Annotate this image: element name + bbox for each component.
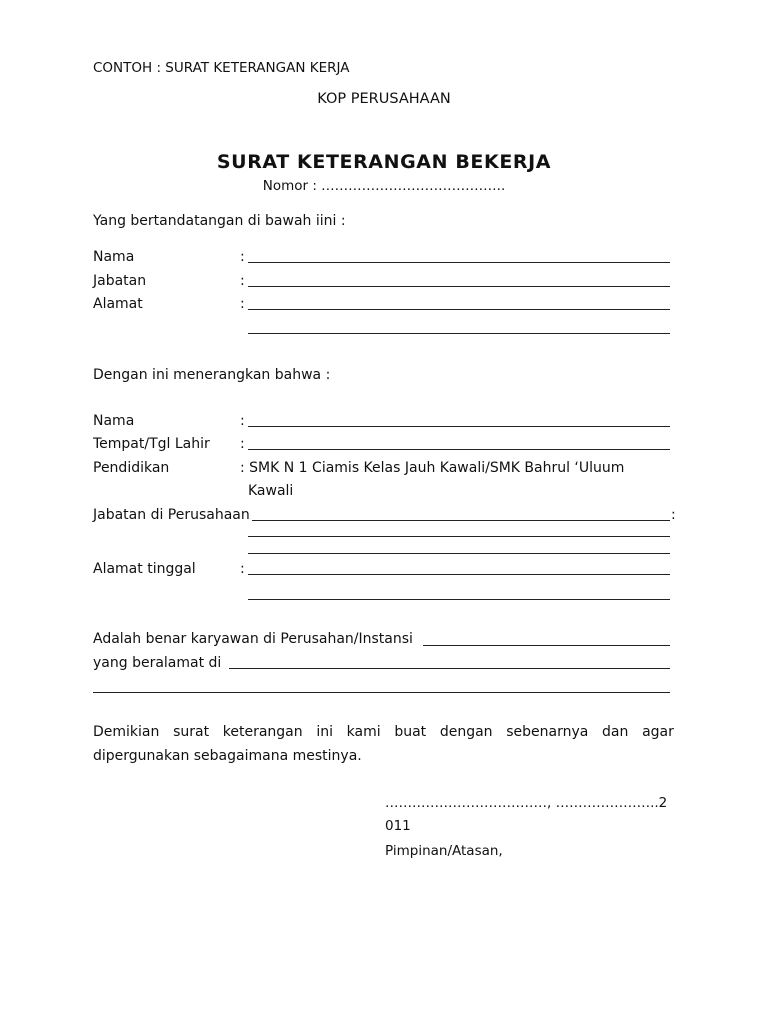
- closing-word: keterangan: [222, 724, 303, 740]
- closing-word: dan: [602, 724, 629, 740]
- employee-name-label: Nama: [93, 413, 135, 429]
- closing-word: surat: [173, 724, 210, 740]
- company-position-colon: :: [671, 507, 676, 523]
- closing-paragraph-line1: [93, 723, 674, 741]
- signer-name-label: Nama: [93, 249, 135, 265]
- letter-title: SURAT KETERANGAN BEKERJA: [216, 151, 552, 173]
- company-letterhead-placeholder: KOP PERUSAHAAN: [317, 91, 451, 107]
- address-statement: yang beralamat di: [93, 655, 222, 671]
- birth-place-date-colon: :: [240, 436, 245, 452]
- signer-position-colon: :: [240, 273, 245, 289]
- letter-number: Nomor : …………………………………..: [262, 178, 506, 194]
- signer-position-blank[interactable]: [248, 286, 670, 287]
- closing-word: agar: [642, 724, 674, 740]
- signer-position-label: Jabatan: [93, 273, 147, 289]
- home-address-label: Alamat tinggal: [93, 561, 196, 577]
- closing-word: Demikian: [93, 724, 160, 740]
- institution-blank[interactable]: [423, 645, 670, 646]
- example-label: CONTOH : SURAT KETERANGAN KERJA: [93, 60, 350, 76]
- employee-name-blank[interactable]: [248, 426, 670, 427]
- signatory-role: Pimpinan/Atasan,: [385, 843, 503, 859]
- place-date-line: ………………………………, …………………..2: [385, 795, 668, 811]
- company-position-blank-3[interactable]: [248, 553, 670, 554]
- signer-address-blank-1[interactable]: [248, 309, 670, 310]
- signer-address-colon: :: [240, 296, 245, 312]
- company-position-blank-1[interactable]: [252, 520, 670, 521]
- signer-intro: Yang bertandatangan di bawah iini :: [93, 213, 346, 229]
- signer-name-blank[interactable]: [248, 262, 670, 263]
- signer-address-label: Alamat: [93, 296, 143, 312]
- closing-word: buat: [394, 724, 427, 740]
- institution-address-blank-1[interactable]: [229, 668, 670, 669]
- institution-address-blank-2[interactable]: [93, 692, 670, 693]
- closing-word: kami: [346, 724, 381, 740]
- closing-word: sebenarnya: [506, 724, 589, 740]
- employee-name-colon: :: [240, 413, 245, 429]
- closing-word: ini: [316, 724, 333, 740]
- education-label: Pendidikan: [93, 460, 170, 476]
- birth-place-date-label: Tempat/Tgl Lahir: [93, 436, 210, 452]
- employee-statement: Adalah benar karyawan di Perusahan/Instansi: [93, 631, 413, 647]
- signer-address-blank-2[interactable]: [248, 333, 670, 334]
- company-position-label: Jabatan di Perusahaan: [93, 507, 250, 523]
- company-position-blank-2[interactable]: [248, 536, 670, 537]
- date-year-continuation: 011: [385, 818, 411, 834]
- education-value: : SMK N 1 Ciamis Kelas Jauh Kawali/SMK Bahrul ‘Uluum: [240, 460, 625, 476]
- home-address-colon: :: [240, 561, 245, 577]
- education-value-continued: Kawali: [248, 483, 294, 499]
- birth-place-date-blank[interactable]: [248, 449, 670, 450]
- employee-intro: Dengan ini menerangkan bahwa :: [93, 367, 331, 383]
- closing-paragraph-line2: dipergunakan sebagaimana mestinya.: [93, 748, 362, 764]
- home-address-blank-1[interactable]: [248, 574, 670, 575]
- closing-word: dengan: [439, 724, 493, 740]
- home-address-blank-2[interactable]: [248, 599, 670, 600]
- signer-name-colon: :: [240, 249, 245, 265]
